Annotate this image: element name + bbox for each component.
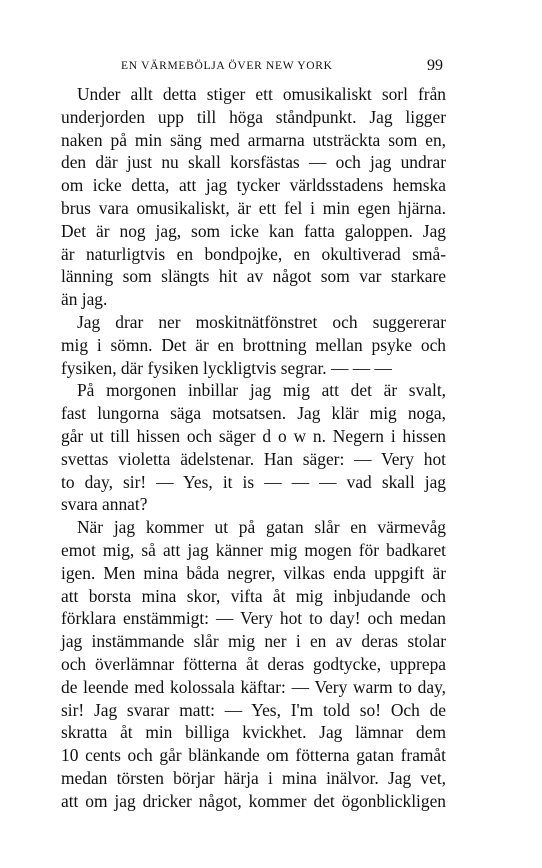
text-line: den där just nu skall korsfästas — och jag undrar <box>61 152 446 173</box>
running-title: EN VÄRMEBÖLJA ÖVER NEW YORK <box>121 60 333 72</box>
body-text <box>61 83 446 813</box>
text-line: naken på min säng med armarna utsträckta som en, <box>61 129 446 150</box>
text-line: att om jag dricker något, kommer det ögonblickligen <box>61 790 446 811</box>
text-line: 10 cents och går blänkande om fötterna gatan framåt <box>61 745 446 766</box>
text-line: underjorden upp till höga ståndpunkt. Jag ligger <box>61 106 446 127</box>
text-line: svettas violetta ädelstenar. Han säger: — Very hot <box>61 448 446 469</box>
text-line: mig i sömn. Det är en brottning mellan psyke och <box>61 334 446 355</box>
running-head <box>0 57 542 77</box>
text-line: förklara enstämmigt: — Very hot to day! och medan <box>61 608 446 629</box>
text-line: emot mig, så att jag känner mig mogen för badkaret <box>61 539 446 560</box>
text-line: Jag drar ner moskitnätfönstret och suggererar <box>77 311 446 332</box>
text-line: medan törsten börjar härja i mina inälvor. Jag vet, <box>61 767 446 788</box>
text-line: När jag kommer ut på gatan slår en värmevåg <box>77 517 446 538</box>
text-line: och överlämnar fötterna åt deras godtycke, upprepa <box>61 653 446 674</box>
text-line: fast lungorna säga motsatsen. Jag klär mig noga, <box>61 403 446 424</box>
page-number: 99 <box>427 57 443 74</box>
text-line: igen. Men mina båda negrer, vilkas enda uppgift är <box>61 562 446 583</box>
text-line: På morgonen inbillar jag mig att det är svalt, <box>77 380 446 401</box>
text-line: svara annat? <box>61 494 148 515</box>
text-line: Det är nog jag, som icke kan fatta galoppen. Jag <box>61 220 446 241</box>
text-line: länning som slängts hit av något som var starkare <box>61 266 446 287</box>
text-line: än jag. <box>61 289 108 310</box>
text-line: sir! Jag svarar matt: — Yes, I'm told so! Och de <box>61 699 446 720</box>
text-line: att borsta mina skor, vifta åt mig inbjudande och <box>61 585 446 606</box>
text-line: är naturligtvis en bondpojke, en okultiverad små- <box>61 243 446 264</box>
text-line: de leende med kolossala käftar: — Very warm to day, <box>61 676 446 697</box>
text-line: går ut till hissen och säger d o w n. Negern i hissen <box>61 425 446 446</box>
text-line: om icke detta, att jag tycker världsstadens hemska <box>61 175 446 196</box>
text-line: skratta åt min billiga kvickhet. Jag lämnar dem <box>61 722 446 743</box>
text-line: fysiken, där fysiken lyckligtvis segrar. — — — <box>61 357 392 378</box>
text-line: jag instämmande slår mig ner i en av deras stolar <box>61 631 446 652</box>
text-line: brus vara omusikaliskt, är ett fel i min egen hjärna. <box>61 197 446 218</box>
text-line: to day, sir! — Yes, it is — — — vad skall jag <box>61 471 446 492</box>
text-line: Under allt detta stiger ett omusikaliskt sorl från <box>77 84 446 104</box>
